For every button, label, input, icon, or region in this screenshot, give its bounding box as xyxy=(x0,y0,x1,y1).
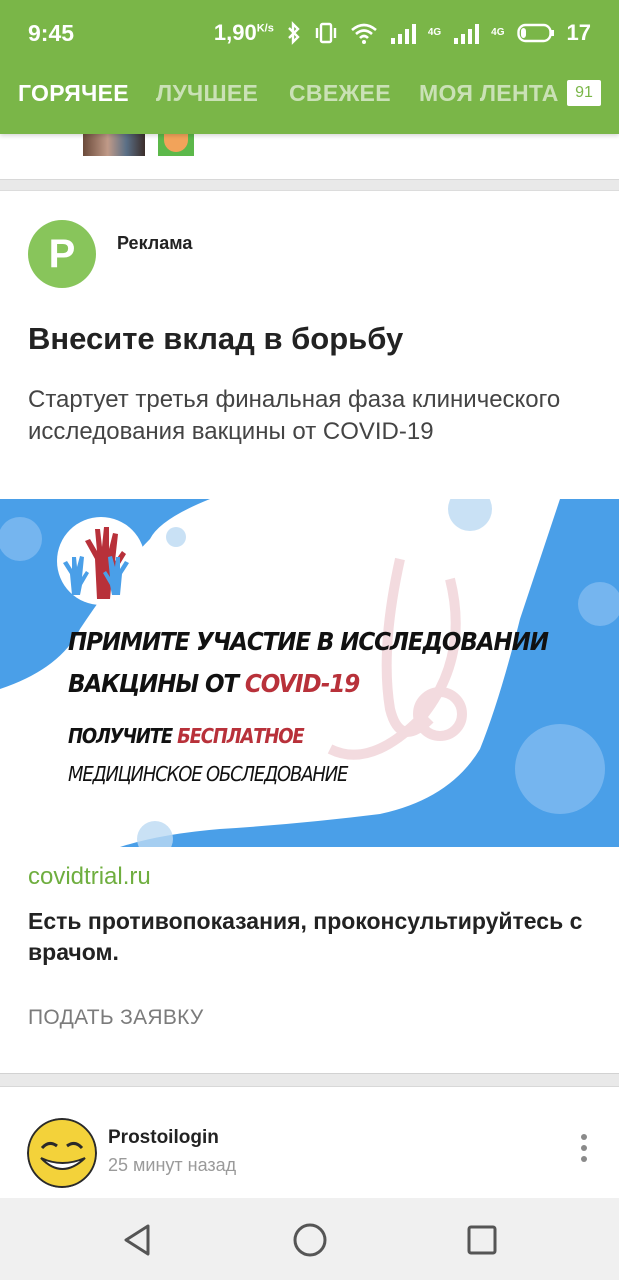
signal-icon xyxy=(390,22,416,44)
ad-domain-link[interactable]: covidtrial.ru xyxy=(28,863,151,890)
more-options-icon[interactable] xyxy=(572,1133,596,1163)
ad-label: Реклама xyxy=(117,233,193,253)
apply-button[interactable]: ПОДАТЬ ЗАЯВКУ xyxy=(28,1006,204,1029)
post-card xyxy=(0,1086,619,1198)
network-type-badge: 4G xyxy=(427,27,442,38)
author-avatar[interactable] xyxy=(27,1118,97,1188)
tab-hot[interactable]: ГОРЯЧЕЕ xyxy=(18,80,129,106)
home-icon[interactable] xyxy=(290,1220,330,1260)
top-app-bar xyxy=(0,0,619,134)
back-icon[interactable] xyxy=(118,1220,158,1260)
status-bar xyxy=(0,0,619,66)
ad-card xyxy=(0,190,619,1074)
signal-icon xyxy=(453,22,479,44)
battery-level: 17 xyxy=(566,20,591,45)
ad-description: Стартует третья финальная фаза клинического исследования вакцины от COVID-19 xyxy=(28,386,561,445)
previous-post-remnant xyxy=(0,134,619,180)
image-thumbnail[interactable] xyxy=(158,134,194,156)
tab-my-feed[interactable]: МОЯ ЛЕНТА xyxy=(419,80,559,106)
banner-headline-line2: ВАКЦИНЫ ОТ COVID-19 xyxy=(68,669,360,698)
recent-apps-icon[interactable] xyxy=(462,1220,502,1260)
system-navigation-bar xyxy=(0,1198,619,1280)
post-timestamp: 25 минут назад xyxy=(108,1155,237,1175)
banner-subline-line1: ПОЛУЧИТЕ БЕСПЛАТНОЕ xyxy=(68,724,304,748)
ad-banner-image[interactable] xyxy=(0,499,619,847)
image-thumbnail[interactable] xyxy=(83,134,145,156)
post-author[interactable]: Prostoilogin xyxy=(108,1127,219,1148)
tab-fresh[interactable]: СВЕЖЕЕ xyxy=(289,80,391,106)
ad-warning: Есть противопоказания, проконсультируйтесь с врачом. xyxy=(28,908,583,965)
banner-subline-line2: МЕДИЦИНСКОЕ ОБСЛЕДОВАНИЕ xyxy=(68,762,348,786)
ad-title[interactable]: Внесите вклад в борьбу xyxy=(28,321,404,356)
ad-avatar[interactable]: Р xyxy=(28,220,96,288)
bluetooth-icon xyxy=(286,21,302,45)
feed-tabs xyxy=(0,66,619,134)
my-feed-count-badge: 91 xyxy=(567,80,601,106)
network-speed: $1,90^{K/s}$ xyxy=(213,20,274,45)
banner-headline-line1: ПРИМИТЕ УЧАСТИЕ В ИССЛЕДОВАНИИ xyxy=(68,627,548,656)
status-time: 9:45 xyxy=(28,20,75,46)
tab-best[interactable]: ЛУЧШЕЕ xyxy=(156,80,259,106)
vibrate-icon xyxy=(314,21,338,45)
battery-icon xyxy=(517,23,555,43)
network-type-badge: 4G xyxy=(491,27,505,38)
wifi-icon xyxy=(350,21,378,45)
